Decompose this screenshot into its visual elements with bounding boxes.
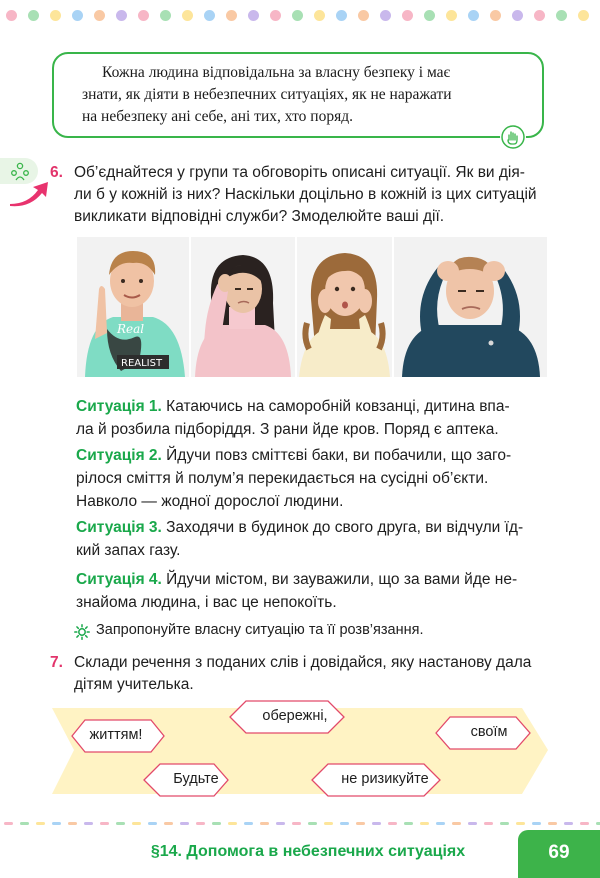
decor-dash: [500, 822, 509, 825]
decor-dash: [596, 822, 600, 825]
photo-girl-surprised: [297, 237, 392, 377]
decor-dash: [532, 822, 541, 825]
decor-dot: [512, 10, 523, 21]
decor-dot: [556, 10, 567, 21]
decor-dash: [116, 822, 125, 825]
decor-dash: [196, 822, 205, 825]
situation-4: [76, 568, 550, 614]
photo-boy-hands-on-head: [394, 237, 547, 377]
decor-dot: [182, 10, 193, 21]
situation-2-line-1: Йдучи повз сміттєві баки, ви побачили, що заго-: [161, 447, 512, 464]
photo-girl-headache: [191, 237, 295, 377]
decor-dash: [260, 822, 269, 825]
situation-1-line-2: ла й розбила підборіддя. З рани йде кров. Поряд є аптека.: [76, 421, 499, 438]
decor-dot: [116, 10, 127, 21]
page-number-box: [518, 830, 600, 878]
hand-icon: [500, 124, 526, 150]
photo-boy-pointing: [77, 237, 189, 377]
decor-dash: [52, 822, 61, 825]
situation-2-line-2: рілося сміття й полум’я перекидається на сусідні об’єкти.: [76, 470, 489, 487]
task-7-line-1: Склади речення з поданих слів і довідайся, яку настанову дала: [74, 654, 532, 671]
decor-dash: [4, 822, 13, 825]
decor-dot: [380, 10, 391, 21]
task-6-number: 6.: [50, 164, 63, 181]
task-6-line-3: викликати відповідні служби? Змоделюйте ваші дії.: [74, 208, 445, 225]
decor-dash: [228, 822, 237, 825]
decor-dot: [446, 10, 457, 21]
situation-2: [76, 444, 550, 513]
decor-dash: [84, 822, 93, 825]
pink-arrow-icon: [8, 178, 52, 208]
decor-dot: [270, 10, 281, 21]
bottom-dots-decoration: [0, 818, 600, 830]
decor-dash: [148, 822, 157, 825]
decor-dot: [534, 10, 545, 21]
decor-dot: [6, 10, 17, 21]
decor-dash: [340, 822, 349, 825]
decor-dash: [580, 822, 589, 825]
decor-dash: [564, 822, 573, 825]
decor-dot: [94, 10, 105, 21]
decor-dot: [402, 10, 413, 21]
shirt-print-top: Real: [117, 322, 145, 336]
situation-3-line-1: Заходячи в будинок до свого друга, ви відчули їд-: [161, 519, 524, 536]
task-7-line-2: дітям учителька.: [74, 676, 194, 693]
situation-3: [76, 516, 550, 562]
situation-3-line-2: кий запах газу.: [76, 542, 181, 559]
decor-dash: [276, 822, 285, 825]
word-card-5[interactable]: не ризикуйте: [341, 771, 429, 787]
decor-dash: [468, 822, 477, 825]
intro-line-1: Кожна людина відповідальна за власну безпеку і має: [102, 64, 451, 81]
decor-dot: [358, 10, 369, 21]
word-card-4[interactable]: Будьте: [173, 771, 219, 787]
situation-4-label: Ситуація 4.: [76, 571, 162, 588]
decor-dash: [324, 822, 333, 825]
task-6-line-1: Об’єднайтеся у групи та обговоріть описані ситуації. Як ви дія-: [74, 164, 525, 181]
decor-dot: [50, 10, 61, 21]
decor-dot: [490, 10, 501, 21]
decor-dot: [160, 10, 171, 21]
decor-dash: [68, 822, 77, 825]
word-card-3[interactable]: своїм: [470, 724, 508, 740]
decor-dash: [292, 822, 301, 825]
page-number: 69: [548, 842, 570, 863]
decor-dash: [308, 822, 317, 825]
decor-dash: [356, 822, 365, 825]
decor-dash: [132, 822, 141, 825]
decor-dot: [204, 10, 215, 21]
decor-dot: [28, 10, 39, 21]
decor-dash: [372, 822, 381, 825]
word-card-1[interactable]: життям!: [89, 727, 143, 743]
situation-4-line-1: Йдучи містом, ви зауважили, що за вами йде не-: [161, 571, 518, 588]
decor-dash: [20, 822, 29, 825]
decor-dot: [138, 10, 149, 21]
decor-dash: [516, 822, 525, 825]
intro-line-2: знати, як діяти в небезпечних ситуаціях, як не наражати: [82, 86, 452, 103]
decor-dot: [424, 10, 435, 21]
suggest-text: Запропонуйте власну ситуацію та її розв’язання.: [96, 622, 424, 638]
word-card-2[interactable]: обережні,: [262, 708, 328, 724]
task-6-text: [74, 162, 554, 228]
decor-dash: [388, 822, 397, 825]
shirt-print-bottom: REALIST: [121, 358, 163, 369]
task-7-text: [74, 652, 554, 696]
situation-1: [76, 395, 550, 441]
decor-dot: [226, 10, 237, 21]
decor-dash: [164, 822, 173, 825]
decor-dash: [436, 822, 445, 825]
intro-box: [52, 52, 544, 138]
decor-dash: [36, 822, 45, 825]
situation-1-label: Ситуація 1.: [76, 398, 162, 415]
top-dots-decoration: [0, 10, 600, 22]
decor-dot: [468, 10, 479, 21]
decor-dash: [180, 822, 189, 825]
decor-dot: [72, 10, 83, 21]
situation-4-line-2: знайома людина, і вас це непокоїть.: [76, 594, 337, 611]
decor-dot: [248, 10, 259, 21]
situation-2-line-3: Навколо — жодної дорослої людини.: [76, 493, 344, 510]
decor-dash: [244, 822, 253, 825]
intro-line-3: на небезпеку ані себе, ані тих, хто поряд.: [82, 108, 353, 125]
decor-dash: [452, 822, 461, 825]
decor-dash: [484, 822, 493, 825]
decor-dash: [100, 822, 109, 825]
sun-icon: [74, 624, 90, 640]
situation-1-line-1: Катаючись на саморобній ковзанці, дитина впа-: [161, 398, 510, 415]
decor-dash: [404, 822, 413, 825]
situation-2-label: Ситуація 2.: [76, 447, 162, 464]
decor-dash: [548, 822, 557, 825]
task-6-line-2: ли б у кожній із них? Наскільки доцільно в кожній із цих ситуацій: [74, 186, 537, 203]
decor-dash: [420, 822, 429, 825]
decor-dot: [578, 10, 589, 21]
decor-dot: [292, 10, 303, 21]
task-7-number: 7.: [50, 654, 63, 671]
decor-dot: [314, 10, 325, 21]
decor-dot: [336, 10, 347, 21]
footer-section-title: §14. Допомога в небезпечних ситуаціях: [150, 843, 466, 860]
decor-dash: [212, 822, 221, 825]
situation-3-label: Ситуація 3.: [76, 519, 162, 536]
